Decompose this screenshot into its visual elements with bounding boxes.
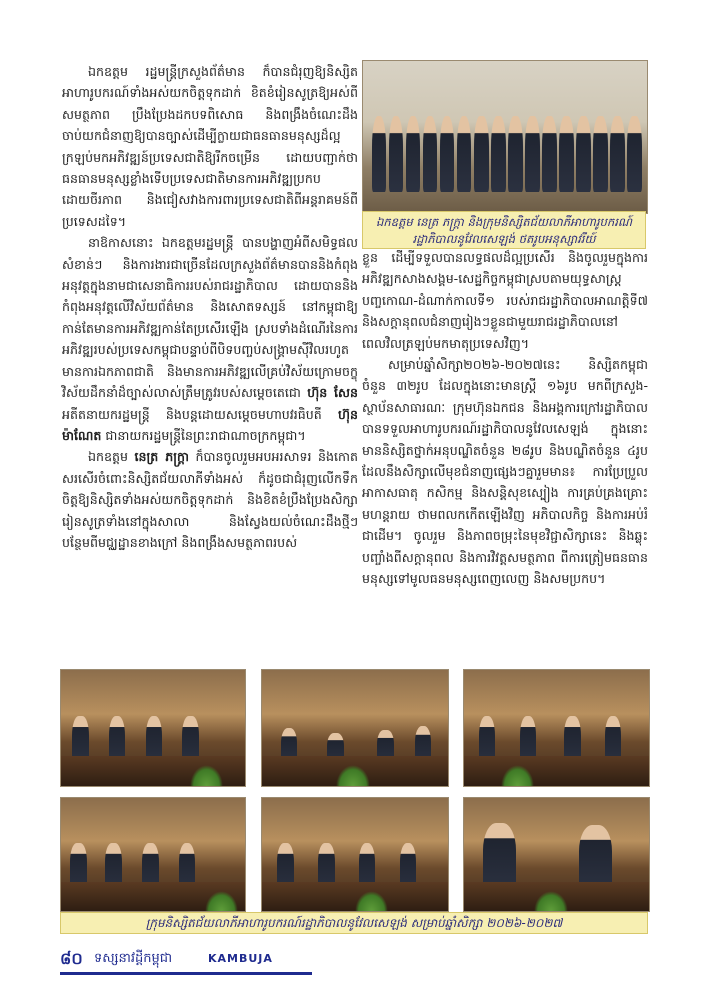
paragraph-text: ឯកឧត្តម	[88, 449, 135, 465]
bold-name: ហ៊ុន ម៉ាណែត	[62, 406, 358, 443]
person-figure	[508, 116, 523, 192]
article-column-right	[362, 247, 648, 657]
meeting-photo-6	[463, 797, 650, 912]
bold-name: ហ៊ុន សែន	[307, 385, 359, 401]
magazine-name: ទស្សនាវដ្តីកម្ពុជា	[94, 951, 173, 966]
person-figure	[542, 116, 557, 192]
page-footer	[60, 948, 650, 970]
person-figure	[576, 116, 591, 192]
person-figure	[610, 116, 625, 192]
article-column-left	[62, 61, 358, 661]
paragraph-text: ខ្លួន ដើម្បីទទួលបានលទ្ធផលដ៏ល្អប្រសើរ និងចូលរួមក្នុងការអភិវឌ្ឍកសាងសង្គម-សេដ្ឋកិច្ចកម្ពុជាស្របតាមយុទ្ធសាស្ត្របញ្ចកោណ-ដំណាក់កាលទី១ របស់រាជរដ្ឋាភិបាលអាណត្តិទី៧ និងសក្តានុពលជំនាញរៀងៗខ្លួនជាមួយរាជរដ្ឋាភិបាលនៅពេលវិលត្រឡប់មកមាតុប្រទេសវិញ។	[362, 250, 648, 351]
paragraph-text: អតីតនាយករដ្ឋមន្ត្រី និងបន្តដោយសម្តេចមហាបវរធិបតី	[62, 406, 338, 422]
meeting-photo-4	[60, 797, 246, 912]
meeting-photo-5	[261, 797, 449, 912]
person-figure	[406, 116, 421, 192]
person-figure	[627, 116, 642, 192]
page-number: ៨០	[60, 949, 83, 968]
paragraph-text: ជានាយករដ្ឋមន្ត្រីនៃព្រះរាជាណាចក្រកម្ពុជា។	[101, 427, 306, 443]
paragraph-text: ឯកឧត្តម រដ្ឋមន្ត្រីក្រសួងព័ត៌មាន ក៏បានជំរុញឱ្យនិស្សិតអាហារូបករណ៍ទាំងអស់យកចិត្តទុកដាក់ ខិតខំរៀនសូត្រឱ្យអស់ពីសមត្ថភាព ប្រឹងប្រែងដកបទពិសោធ និងពង្រឹងចំណេះដឹង ចាប់យកជំនាញឱ្យបានច្បាស់ដើម្បីក្លាយជាធនធានមនុស្សដ៏ល្អក្រឡប់មកអភិវឌ្ឍន៍ប្រទេសជាតិឱ្យរីកចម្រើន ដោយបញ្ជាក់ថា ធនធានមនុស្សខ្លាំងទើបប្រទេសជាតិមានការអភិវឌ្ឍប្រកបដោយចីរភាព និងជៀសវាងការពារប្រទេសជាតិពីអន្តរាគមន៍ពីប្រទេសដទៃ។	[62, 64, 358, 229]
paragraph-text: សម្រាប់ឆ្នាំសិក្សា២០២៦-២០២៧នេះ និស្សិតកម្ពុជាចំនួន ៣២រូប ដែលក្នុងនោះមានស្ត្រី ១៦រូប មកពីក្រសួង-ស្ថាប័នសាធារណៈ ក្រុមហ៊ុនឯកជន និងអង្គការក្រៅរដ្ឋាភិបាល បានទទួលអាហារូបករណ៍រដ្ឋាភិបាលនូវែលសេឡង់ ក្នុងនោះមាននិស្សិតថ្នាក់អនុបណ្ឌិតចំនួន ២៨រូប និងបណ្ឌិតចំនួន ៤រូប ដែលនឹងសិក្សាលើមុខជំនាញផ្សេងៗគ្នារួមមាន៖ ការប្រែប្រួលអាកាសធាតុ កសិកម្ម និងសន្តិសុខស្បៀង ការគ្រប់គ្រងគ្រោះមហន្តរាយ ថាមពលកកើតឡើងវិញ អភិបាលកិច្ច និងការអប់រំជាដើម។ ចូលរួម និងភាពចម្រុះនៃមុខវិជ្ជាសិក្សានេះ និងឆ្លុះបញ្ចាំងពីសក្តានុពល និងការវិវត្តសមត្ថភាព ពីការត្រៀមធនធានមនុស្សទៅមូលធនមនុស្សពេញលេញ និងសមប្រកប។	[362, 357, 648, 587]
person-figure	[491, 116, 506, 192]
paragraph-text: នាឱកាសនោះ ឯកឧត្តមរដ្ឋមន្ត្រី បានបង្ហាញអំពីសមិទ្ធផលសំខាន់ៗ និងការងារជាច្រើនដែលក្រសួងព័ត៌មានបាននិងកំពុងអនុវត្តក្នុងនាមជាសេនាធិការរបស់រាជរដ្ឋាភិបាល ដោយបាននិងកំពុងអនុវត្តលើវិស័យព័ត៌មាន និងសោតទស្សន៍ នៅកម្ពុជាឱ្យកាន់តែមានការអភិវឌ្ឍកាន់តែប្រសើរឡើង ស្របទាំងដំណើរនៃការអភិវឌ្ឍរបស់ប្រទេសកម្ពុជាបន្ទាប់ពីបិទបញ្ចប់សង្គ្រាមស៊ីវិលរហូតមានការឯកភាពជាតិ និងមានការអភិវឌ្ឍលើគ្រប់វិស័យក្រោមចក្ខុវិស័យដឹកនាំដ៏ច្បាស់លាស់ត្រឹមត្រូវរបស់សម្តេចតេជោ	[62, 235, 358, 401]
group-photo	[362, 60, 648, 214]
meeting-photo-2	[261, 669, 449, 787]
person-figure	[389, 116, 404, 192]
person-figure	[423, 116, 438, 192]
meeting-photo-3	[463, 669, 650, 787]
footer-rule	[60, 972, 312, 975]
meeting-photo-1	[60, 669, 246, 787]
article-paragraph	[62, 446, 358, 553]
photo-caption-top: ឯកឧត្តម នេត្រ ភក្ត្រា និងក្រុមនិស្សិតជ័យលាភីអាហារូបករណ៍រដ្ឋាភិបាលនូវែលសេឡង់ ថតរូបអនុស្សាវរីយ៍	[362, 211, 646, 249]
person-figure	[593, 116, 608, 192]
article-paragraph	[362, 247, 648, 354]
article-paragraph	[62, 232, 358, 446]
bold-name: នេត្រ ភក្ត្រា	[134, 449, 189, 465]
person-figure	[474, 116, 489, 192]
magazine-brand: KAMBUJA	[208, 952, 273, 965]
paragraph-text: ក៏បានចូលរួមអបអរសាទរ និងកោតសរសើរចំពោះនិស្សិតជ័យលាភីទាំងអស់ ក៏ដូចជាជំរុញលើកទឹកចិត្តឱ្យនិស្សិតទាំងអស់យកចិត្តទុកដាក់ និងខិតខំប្រឹងប្រែងសិក្សារៀនសូត្រទាំងនៅក្នុងសាលា និងស្វែងយល់ចំណេះដឹងថ្មីៗបន្ថែមពីមជ្ឈដ្ឋានខាងក្រៅ និងពង្រឹងសមត្ថភាពរបស់	[62, 449, 358, 550]
person-figure	[559, 116, 574, 192]
person-figure	[457, 116, 472, 192]
person-figure	[525, 116, 540, 192]
person-figure	[372, 116, 387, 192]
article-paragraph	[362, 354, 648, 589]
person-figure	[440, 116, 455, 192]
photo-caption-bottom: ក្រុមនិស្សិតជ័យលាភីអាហារូបករណ៍រដ្ឋាភិបាលនូវែលសេឡង់ សម្រាប់ឆ្នាំសិក្សា ២០២៦-២០២៧	[60, 912, 648, 934]
article-paragraph	[62, 61, 358, 232]
